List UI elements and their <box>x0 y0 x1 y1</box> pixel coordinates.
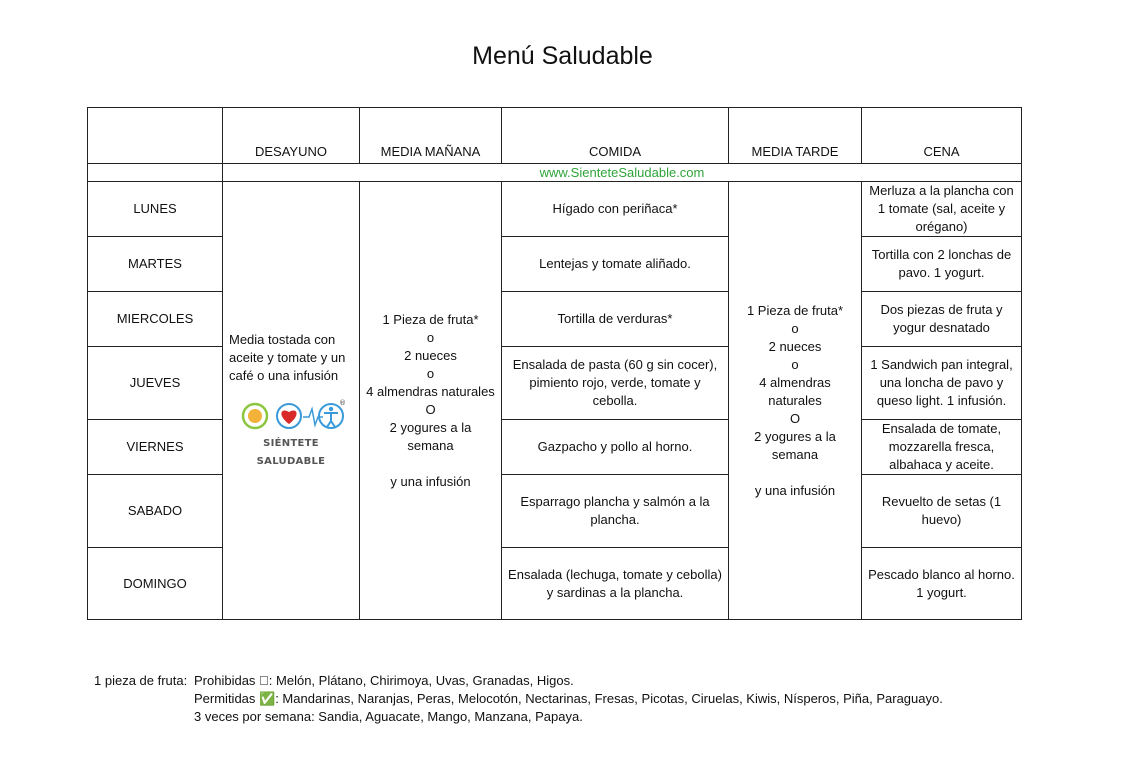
media-tarde-cell: 1 Pieza de fruta* o 2 nueces o 4 almendras naturales O 2 yogures a la semana y una infusión <box>729 182 862 620</box>
fruit-notes <box>94 672 943 726</box>
cena-cell: Pescado blanco al horno. 1 yogurt. <box>862 548 1022 620</box>
comida-cell: Ensalada de pasta (60 g sin cocer), pimiento rojo, verde, tomate y cebolla. <box>502 347 729 420</box>
header-desayuno: DESAYUNO <box>223 108 360 164</box>
notes-prohibidas-row <box>94 672 943 690</box>
notes-prohibidas: Prohibidas ⃠: Melón, Plátano, Chirimoya, Uvas, Granadas, Higos. <box>194 673 574 688</box>
header-media-manana: MEDIA MAÑANA <box>360 108 502 164</box>
cena-cell: Dos piezas de fruta y yogur desnatado <box>862 292 1022 347</box>
comida-cell: Lentejas y tomate aliñado. <box>502 237 729 292</box>
cena-cell: Ensalada de tomate, mozzarella fresca, albahaca y aceite. <box>862 420 1022 475</box>
logo-heart-icon <box>239 398 346 433</box>
header-cena: CENA <box>862 108 1022 164</box>
website-link[interactable]: www.SienteteSaludable.com <box>539 164 705 180</box>
cena-cell: Revuelto de setas (1 huevo) <box>862 475 1022 548</box>
logo-text: SIÉNTETE SALUDABLE <box>256 437 326 467</box>
notes-label: 1 pieza de fruta: <box>94 673 188 688</box>
table-row <box>88 182 1022 237</box>
day-label: DOMINGO <box>88 548 223 620</box>
comida-cell: Tortilla de verduras* <box>502 292 729 347</box>
website-row <box>88 164 1022 182</box>
day-label: JUEVES <box>88 347 223 420</box>
header-empty-cell <box>88 108 223 164</box>
cena-cell: Merluza a la plancha con 1 tomate (sal, aceite y orégano) <box>862 182 1022 237</box>
day-label: MARTES <box>88 237 223 292</box>
comida-cell: Esparrago plancha y salmón a la plancha. <box>502 475 729 548</box>
day-label: LUNES <box>88 182 223 237</box>
notes-permitidas-row <box>94 690 943 708</box>
header-media-tarde: MEDIA TARDE <box>729 108 862 164</box>
cena-cell: 1 Sandwich pan integral, una loncha de pavo y queso light. 1 infusión. <box>862 347 1022 420</box>
cena-cell: Tortilla con 2 lonchas de pavo. 1 yogurt. <box>862 237 1022 292</box>
desayuno-cell <box>223 182 360 620</box>
page-title: Menú Saludable <box>472 42 653 70</box>
media-manana-cell: 1 Pieza de fruta* o 2 nueces o 4 almendras naturales O 2 yogures a la semana y una infusión <box>360 182 502 620</box>
comida-cell: Hígado con periñaca* <box>502 182 729 237</box>
website-empty-cell <box>88 164 223 182</box>
logo <box>236 399 346 471</box>
notes-semana: 3 veces por semana: Sandia, Aguacate, Mango, Manzana, Papaya. <box>194 709 583 724</box>
day-label: SABADO <box>88 475 223 548</box>
comida-cell: Gazpacho y pollo al horno. <box>502 420 729 475</box>
desayuno-text: Media tostada con aceite y tomate y un café o una infusión <box>229 331 346 383</box>
header-comida: COMIDA <box>502 108 729 164</box>
day-label: VIERNES <box>88 420 223 475</box>
header-row <box>88 108 1022 164</box>
notes-permitidas: Permitidas ✅: Mandarinas, Naranjas, Peras, Melocotón, Nectarinas, Fresas, Picotas, Ciruelas, Kiwis, Nísperos, Piña, Paraguayo. <box>194 691 943 706</box>
notes-semana-row <box>94 708 943 726</box>
day-label: MIERCOLES <box>88 292 223 347</box>
menu-table <box>87 107 1022 620</box>
website-cell <box>223 164 1022 182</box>
logo-registered-mark: ® <box>339 398 346 407</box>
comida-cell: Ensalada (lechuga, tomate y cebolla) y sardinas a la plancha. <box>502 548 729 620</box>
